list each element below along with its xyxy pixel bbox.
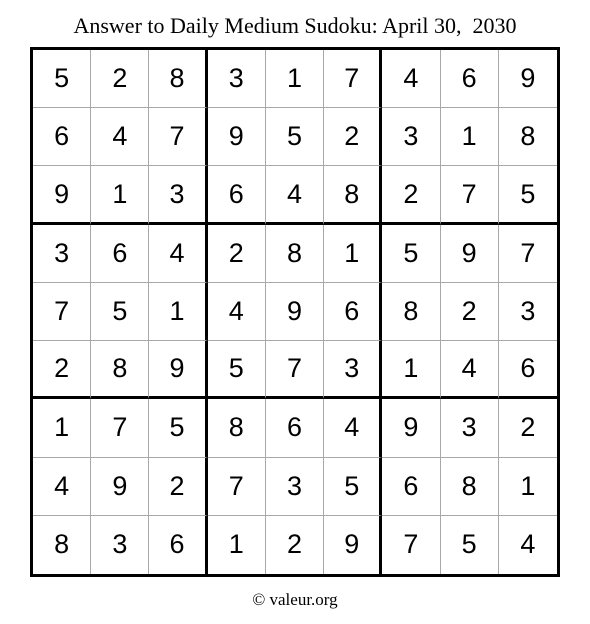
sudoku-cell-r9c3: 6 xyxy=(149,516,207,574)
sudoku-cell-r2c1: 6 xyxy=(33,108,91,166)
sudoku-cell-r1c7: 4 xyxy=(382,50,440,108)
sudoku-cell-r9c7: 7 xyxy=(382,516,440,574)
sudoku-cell-r6c6: 3 xyxy=(324,341,382,399)
sudoku-cell-r5c3: 1 xyxy=(149,283,207,341)
sudoku-cell-r4c7: 5 xyxy=(382,225,440,283)
sudoku-cell-r5c1: 7 xyxy=(33,283,91,341)
sudoku-cell-r5c4: 4 xyxy=(208,283,266,341)
sudoku-cell-r1c9: 9 xyxy=(499,50,557,108)
sudoku-cell-r2c6: 2 xyxy=(324,108,382,166)
sudoku-cell-r6c9: 6 xyxy=(499,341,557,399)
sudoku-cell-r4c8: 9 xyxy=(441,225,499,283)
sudoku-cell-r9c8: 5 xyxy=(441,516,499,574)
sudoku-cell-r7c3: 5 xyxy=(149,399,207,457)
sudoku-cell-r3c5: 4 xyxy=(266,166,324,224)
sudoku-cell-r7c1: 1 xyxy=(33,399,91,457)
sudoku-cell-r6c1: 2 xyxy=(33,341,91,399)
sudoku-cell-r8c7: 6 xyxy=(382,458,440,516)
sudoku-cell-r1c2: 2 xyxy=(91,50,149,108)
sudoku-cell-r3c4: 6 xyxy=(208,166,266,224)
sudoku-cell-r1c1: 5 xyxy=(33,50,91,108)
sudoku-cell-r9c1: 8 xyxy=(33,516,91,574)
sudoku-cell-r2c9: 8 xyxy=(499,108,557,166)
sudoku-cell-r4c1: 3 xyxy=(33,225,91,283)
sudoku-cell-r4c2: 6 xyxy=(91,225,149,283)
sudoku-cell-r3c2: 1 xyxy=(91,166,149,224)
sudoku-cell-r7c6: 4 xyxy=(324,399,382,457)
sudoku-cell-r4c9: 7 xyxy=(499,225,557,283)
sudoku-cell-r1c3: 8 xyxy=(149,50,207,108)
sudoku-cell-r7c7: 9 xyxy=(382,399,440,457)
sudoku-cell-r3c6: 8 xyxy=(324,166,382,224)
sudoku-cell-r5c6: 6 xyxy=(324,283,382,341)
sudoku-cell-r7c2: 7 xyxy=(91,399,149,457)
sudoku-cell-r1c8: 6 xyxy=(441,50,499,108)
sudoku-cell-r8c2: 9 xyxy=(91,458,149,516)
sudoku-cell-r9c4: 1 xyxy=(208,516,266,574)
sudoku-cell-r2c3: 7 xyxy=(149,108,207,166)
copyright-footer: © valeur.org xyxy=(252,590,338,609)
sudoku-cell-r7c8: 3 xyxy=(441,399,499,457)
sudoku-cell-r5c9: 3 xyxy=(499,283,557,341)
sudoku-cell-r5c8: 2 xyxy=(441,283,499,341)
sudoku-cell-r8c5: 3 xyxy=(266,458,324,516)
sudoku-cell-r6c8: 4 xyxy=(441,341,499,399)
sudoku-cell-r6c3: 9 xyxy=(149,341,207,399)
sudoku-cell-r3c7: 2 xyxy=(382,166,440,224)
sudoku-cell-r2c8: 1 xyxy=(441,108,499,166)
sudoku-cell-r4c6: 1 xyxy=(324,225,382,283)
sudoku-cell-r9c2: 3 xyxy=(91,516,149,574)
sudoku-cell-r3c9: 5 xyxy=(499,166,557,224)
page-title: Answer to Daily Medium Sudoku: April 30, 2030 xyxy=(73,13,517,38)
sudoku-cell-r7c4: 8 xyxy=(208,399,266,457)
sudoku-cell-r6c7: 1 xyxy=(382,341,440,399)
sudoku-board xyxy=(30,47,560,577)
sudoku-cell-r5c2: 5 xyxy=(91,283,149,341)
sudoku-cell-r2c7: 3 xyxy=(382,108,440,166)
sudoku-cell-r5c7: 8 xyxy=(382,283,440,341)
sudoku-cell-r8c4: 7 xyxy=(208,458,266,516)
sudoku-cell-r9c6: 9 xyxy=(324,516,382,574)
sudoku-cell-r2c5: 5 xyxy=(266,108,324,166)
sudoku-cell-r1c6: 7 xyxy=(324,50,382,108)
sudoku-cell-r5c5: 9 xyxy=(266,283,324,341)
sudoku-cell-r9c9: 4 xyxy=(520,529,536,560)
sudoku-cell-r3c8: 7 xyxy=(441,166,499,224)
sudoku-cell-r3c3: 3 xyxy=(149,166,207,224)
sudoku-cell-r9c5: 2 xyxy=(266,516,324,574)
sudoku-cell-r1c4: 3 xyxy=(208,50,266,108)
sudoku-cell-r8c8: 8 xyxy=(441,458,499,516)
sudoku-cell-r2c2: 4 xyxy=(91,108,149,166)
sudoku-cell-r4c4: 2 xyxy=(208,225,266,283)
sudoku-cell-r7c9: 2 xyxy=(499,399,557,457)
sudoku-cell-r6c4: 5 xyxy=(208,341,266,399)
sudoku-cell-r4c5: 8 xyxy=(266,225,324,283)
sudoku-cell-r6c5: 7 xyxy=(266,341,324,399)
sudoku-cell-r7c5: 6 xyxy=(266,399,324,457)
sudoku-cell-r8c9: 1 xyxy=(499,458,557,516)
sudoku-cell-r8c1: 4 xyxy=(33,458,91,516)
sudoku-cell-r8c3: 2 xyxy=(149,458,207,516)
sudoku-cell-r2c4: 9 xyxy=(208,108,266,166)
sudoku-cell-r6c2: 8 xyxy=(91,341,149,399)
sudoku-cell-r8c6: 5 xyxy=(324,458,382,516)
sudoku-cell-r4c3: 4 xyxy=(149,225,207,283)
sudoku-cell-r3c1: 9 xyxy=(33,166,91,224)
sudoku-cell-r1c5: 1 xyxy=(266,50,324,108)
